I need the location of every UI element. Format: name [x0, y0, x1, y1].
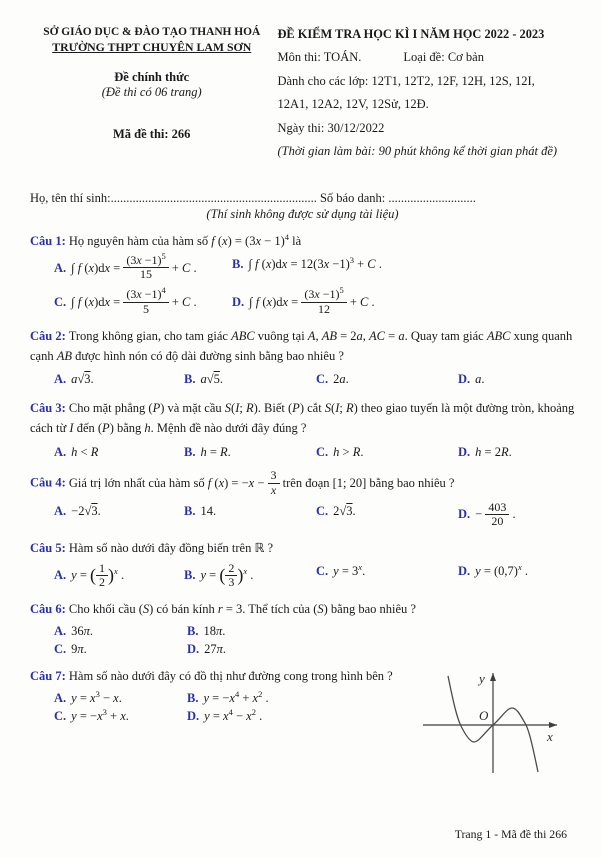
variant-label: Loại đề: Cơ bản	[403, 50, 484, 65]
option-d: D. h = 2R.	[458, 444, 512, 459]
question-label: Câu 2:	[30, 328, 66, 343]
answer-options	[30, 251, 575, 317]
page-count-note: (Đề thi có 06 trang)	[101, 85, 202, 99]
question-1	[30, 231, 575, 317]
department-name: SỞ GIÁO DỤC & ĐÀO TẠO THANH HOÁ	[43, 26, 261, 38]
option-c: C. 9π.	[54, 641, 87, 656]
question-label: Câu 7:	[30, 669, 66, 684]
answer-options	[30, 370, 575, 389]
answer-options	[30, 443, 575, 462]
option-a: A. h < R	[54, 444, 99, 459]
question-stem: Câu 7: Hàm số nào dưới đây có đồ thị như đường cong trong hình bên ?	[30, 669, 393, 684]
question-7	[30, 667, 575, 775]
question-stem: Câu 6: Cho khối cầu (S) có bán kính r = 3. Thể tích của (S) bằng bao nhiêu ?	[30, 602, 416, 617]
subject-line	[277, 49, 575, 67]
option-d: D. $y = x^4 - x^2$ .	[187, 706, 263, 723]
duration-note: (Thời gian làm bài: 90 phút không kể thời gian phát đề)	[277, 144, 558, 159]
subject-label: Môn thi: TOÁN.	[277, 50, 362, 65]
candidate-id-label: Số báo danh:	[316, 190, 389, 205]
answer-options	[30, 623, 575, 658]
exam-title: ĐỀ KIỂM TRA HỌC KÌ I NĂM HỌC 2022 - 2023	[277, 27, 545, 41]
option-c: C. h > R.	[316, 444, 364, 459]
no-materials-note: (Thí sinh không được sử dụng tài liệu)	[206, 206, 399, 221]
candidate-name-label: Họ, tên thí sinh:	[30, 190, 111, 205]
option-b: B. 18π.	[187, 624, 226, 639]
option-a: A. 36π.	[54, 624, 94, 639]
option-c: C. 2√3.	[316, 503, 356, 518]
option-c: C. 2a.	[316, 372, 349, 387]
option-c: C. $y = 3^x$.	[316, 562, 366, 579]
option-c: C. $y = -x^3 + x$.	[54, 706, 129, 723]
header-left	[30, 26, 273, 167]
question-label: Câu 6:	[30, 602, 66, 617]
question-stem: Câu 1: Họ nguyên hàm của hàm số f $(x) = (3x - 1)^4$ là	[30, 231, 302, 248]
exam-header	[30, 26, 575, 167]
school-name: TRƯỜNG THPT CHUYÊN LAM SƠN	[52, 40, 252, 54]
question-stem: Câu 2: Trong không gian, cho tam giác ABC vuông tại A, AB = 2a, AC = a. Quay tam giác ABC xung quanh cạnh AB được hình nón có độ dài đường sinh bằng bao nhiêu ?	[30, 328, 573, 364]
option-a: A. a√3.	[54, 372, 94, 387]
class-list-line2: 12A1, 12A2, 12V, 12Sử, 12Đ.	[277, 97, 429, 112]
exam-code: Mã đề thi: 266	[113, 127, 191, 141]
class-list-line1: Dành cho các lớp: 12T1, 12T2, 12F, 12H, 12S, 12I,	[277, 73, 535, 88]
x-axis-arrow-icon	[549, 722, 557, 728]
exam-date: Ngày thi: 30/12/2022	[277, 120, 385, 135]
official-exam-label: Đề chính thức	[114, 70, 190, 84]
origin-label: O	[479, 708, 489, 724]
y-axis-label: y	[479, 671, 485, 687]
option-b: B. ∫ f $(x)dx = 12(3x -1)^3 + C$ .	[232, 254, 382, 272]
x-axis-label: x	[547, 729, 553, 745]
option-c: C. ∫ f (x)dx = $\frac{(3x -1)^4}{5}$ + C .	[54, 285, 197, 316]
function-plot-svg	[413, 663, 569, 775]
option-b: B. a√5.	[184, 372, 223, 387]
option-d: D. a.	[458, 372, 485, 387]
question-stem: Câu 4: Giá trị lớn nhất của hàm số f (x) = −x − $\frac{3}{x}$ trên đoạn [1; 20] bằng bao nhiêu ?	[30, 468, 455, 497]
option-a: A. −2√3.	[54, 503, 101, 518]
option-d: D. $y = (0,7)^x$ .	[458, 562, 528, 579]
question-label: Câu 1:	[30, 233, 66, 248]
option-b: B. y = ( $\frac{2}{3}$ )$^x$ .	[184, 560, 254, 589]
question-label: Câu 5:	[30, 541, 66, 556]
option-d: D. 27π.	[187, 641, 227, 656]
option-d: D. − $\frac{403}{20}$ .	[458, 499, 516, 528]
cubic-curve-graph	[413, 663, 575, 775]
page-footer	[30, 827, 575, 842]
option-d: D. ∫ f (x)dx = $\frac{(3x -1)^5}{12}$ + C .	[232, 285, 375, 316]
question-2	[30, 326, 575, 389]
question-6	[30, 599, 575, 658]
option-b: B. $y = -x^4 + x^2$ .	[187, 689, 269, 706]
option-a: A. y = ( $\frac{1}{2}$ )$^x$ .	[54, 560, 125, 589]
option-a: A. ∫ f (x)dx = $\frac{(3x -1)^5}{15}$ + C .	[54, 251, 197, 282]
candidate-id-blank: ............................	[388, 190, 476, 205]
option-a: A. $y = x^3 - x$.	[54, 689, 122, 706]
question-label: Câu 3:	[30, 401, 66, 416]
question-5	[30, 538, 575, 590]
answer-options	[30, 562, 575, 590]
question-4	[30, 470, 575, 529]
page-number-label: Trang 1 - Mã đề thi 266	[454, 827, 567, 841]
header-right	[273, 26, 575, 167]
question-stem: Câu 3: Cho mặt phẳng (P) và mặt cầu S(I; R). Biết (P) cắt S(I; R) theo giao tuyến là một đường tròn, khoảng cách từ I đến (P) bằng h. Mệnh đề nào dưới đây đúng ?	[30, 401, 575, 436]
option-b: B. 14.	[184, 503, 217, 518]
candidate-name-line	[30, 191, 575, 206]
y-axis-arrow-icon	[490, 673, 496, 681]
option-b: B. h = R.	[184, 444, 231, 459]
candidate-name-blank: ..................................................................	[110, 190, 317, 205]
question-label: Câu 4:	[30, 475, 66, 490]
answer-options	[30, 690, 413, 725]
question-3	[30, 398, 575, 461]
answer-options	[30, 499, 575, 529]
question-stem: Câu 5: Hàm số nào dưới đây đồng biến trên ℝ ?	[30, 541, 274, 556]
